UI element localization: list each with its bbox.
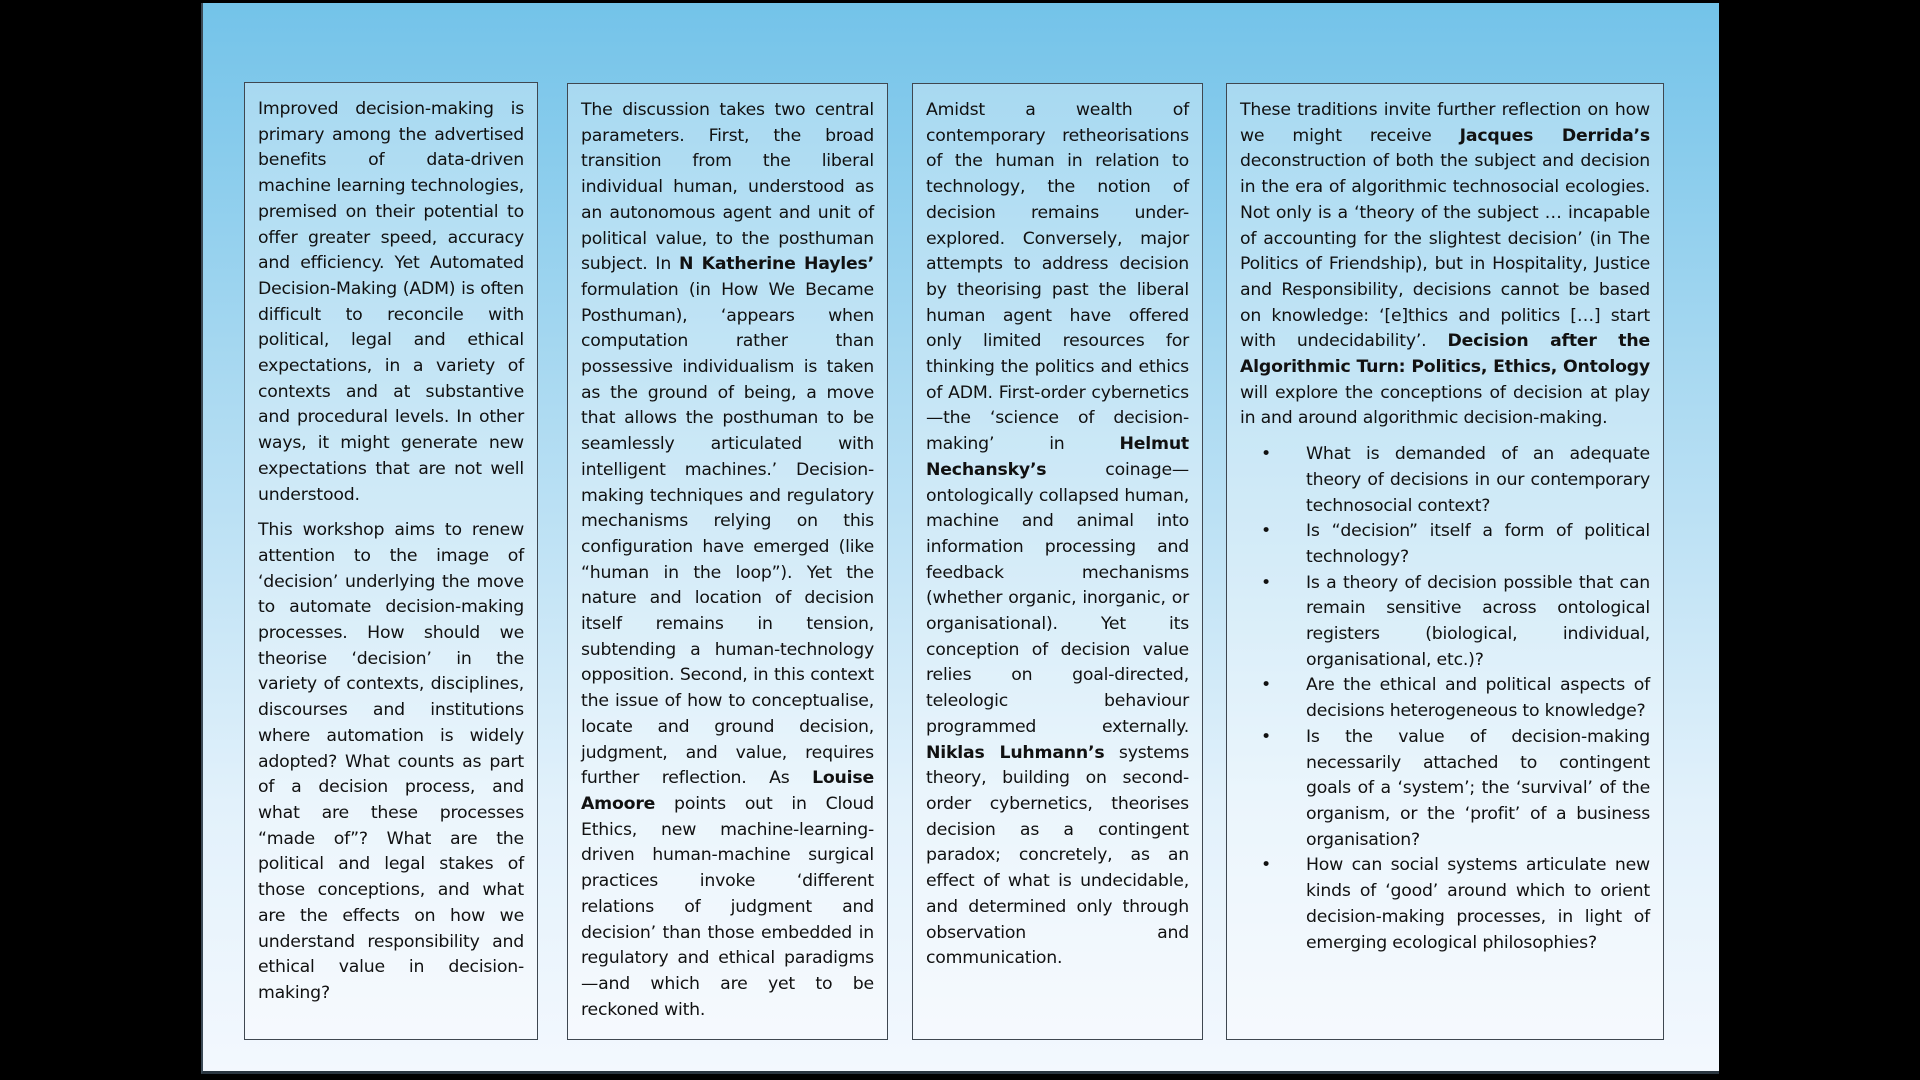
bullet-icon: • — [1261, 521, 1271, 542]
bullet-icon: • — [1261, 572, 1271, 593]
bullet-icon: • — [1261, 726, 1271, 747]
bold-name: Decision after the Algorithmic Turn: Politics, Ethics, Ontology — [1240, 331, 1650, 378]
paragraph — [581, 98, 874, 1023]
text-column-1 — [244, 82, 538, 1040]
bullet-icon: • — [1261, 675, 1271, 696]
list-item — [1261, 519, 1650, 570]
bullet-icon: • — [1261, 855, 1271, 876]
bold-name: Jacques Derrida’s — [1459, 125, 1650, 146]
slide — [201, 3, 1719, 1074]
text-column-3 — [912, 83, 1203, 1040]
bullet-icon: • — [1261, 444, 1271, 465]
bold-name: Louise Amoore — [581, 768, 874, 814]
text-run: systems theory, building on second-order cybernetics, theorises decision as a contingent paradox; concretely, as an effect of what is undecidable, and determined only through observation and communication. — [926, 742, 1189, 969]
paragraph — [258, 518, 524, 1006]
list-item — [1261, 673, 1650, 724]
list-item-text: Is the value of decision-making necessarily attached to contingent goals of a ‘system’; the ‘survival’ of the organism, or the ‘profit’ of a business organisation? — [1306, 726, 1650, 850]
bold-name: Niklas Luhmann’s — [926, 742, 1105, 763]
text-run: coinage—ontologically collapsed human, machine and animal into information processing and feedback mechanisms (whether organic, inorganic, or organisational). Yet its conception of decision value relies on goal-directed, teleologic behaviour programmed externally. — [926, 459, 1189, 737]
paragraph — [1240, 98, 1650, 432]
text-run: This workshop aims to renew attention to the image of ‘decision’ underlying the move to automate decision-making processes. How should we theorise ‘decision’ in the variety of contexts, disciplines, discourses and institutions where automation is widely adopted? What counts as part of a decision process, and what are these processes “made of”? What are the political and legal stakes of those conceptions, and what are the effects on how we understand responsibility and ethical value in decision-making? — [258, 520, 524, 1003]
list-item — [1261, 442, 1650, 519]
text-run: will explore the conceptions of decision at play in and around algorithmic decision-making. — [1240, 382, 1650, 429]
text-run: Improved decision-making is primary among the advertised benefits of data-driven machine learning technologies, premised on their potential to offer greater speed, accuracy and efficiency. Yet Automated Decision-Making (ADM) is often difficult to reconcile with political, legal and ethical expectations, in a variety of contexts and at substantive and procedural levels. In other ways, it might generate new expectations that are not well understood. — [258, 99, 524, 505]
list-item — [1261, 571, 1650, 674]
text-column-4 — [1226, 83, 1664, 1040]
list-item-text: Is a theory of decision possible that can remain sensitive across ontological registers (biological, individual, organisational, etc.)? — [1306, 572, 1650, 670]
text-run: Amidst a wealth of contemporary retheorisations of the human in relation to technology, the notion of decision remains under-explored. Conversely, major attempts to address decision by theorising past the liberal human agent have offered only limited resources for thinking the politics and ethics of ADM. First-order cybernetics—the ‘science of decision-making’ in — [926, 100, 1189, 455]
text-run: The discussion takes two central parameters. First, the broad transition from the liberal individual human, understood as an autonomous agent and unit of political value, to the posthuman subject. In — [581, 100, 874, 275]
text-run: deconstruction of both the subject and decision in the era of algorithmic technosocial ecologies. Not only is a ‘theory of the subject … incapable of accounting for the slightest decision’ (in The Politics of Friendship), but in Hospitality, Justice and Responsibility, decisions cannot be based on knowledge: ‘[e]thics and politics […] start with undecidability’. — [1240, 151, 1650, 352]
text-run: points out in Cloud Ethics, new machine-learning-driven human-machine surgical practices invoke ‘different relations of judgment and decision’ than those embedded in regulatory and ethical paradigms—and which are yet to be reckoned with. — [581, 793, 874, 1020]
paragraph — [926, 98, 1189, 972]
text-run: These traditions invite further reflection on how we might receive — [1240, 100, 1650, 146]
list-item-text: How can social systems articulate new kinds of ‘good’ around which to orient decision-making processes, in light of emerging ecological philosophies? — [1306, 855, 1650, 953]
question-list — [1240, 442, 1650, 956]
bold-name: Helmut Nechansky’s — [926, 434, 1189, 480]
list-item-text: What is demanded of an adequate theory of decisions in our contemporary technosocial context? — [1306, 444, 1650, 516]
bold-name: N Katherine Hayles’ — [678, 254, 874, 275]
text-run: formulation (in How We Became Posthuman), ‘appears when computation rather than possessive individualism is taken as the ground of being, a move that allows the posthuman to be seamlessly articulated with intelligent machines.’ Decision-making techniques and regulatory mechanisms relying on this configuration have emerged (like “human in the loop”). Yet the nature and location of decision itself remains in tension, subtending a human-technology opposition. Second, in this context the issue of how to conceptualise, locate and ground decision, judgment, and value, requires further reflection. As — [581, 279, 874, 789]
text-column-2 — [567, 83, 888, 1040]
list-item-text: Is “decision” itself a form of political technology? — [1306, 521, 1650, 567]
list-item-text: Are the ethical and political aspects of decisions heterogeneous to knowledge? — [1306, 675, 1650, 722]
paragraph — [258, 97, 524, 508]
list-item — [1261, 725, 1650, 854]
list-item — [1261, 853, 1650, 956]
